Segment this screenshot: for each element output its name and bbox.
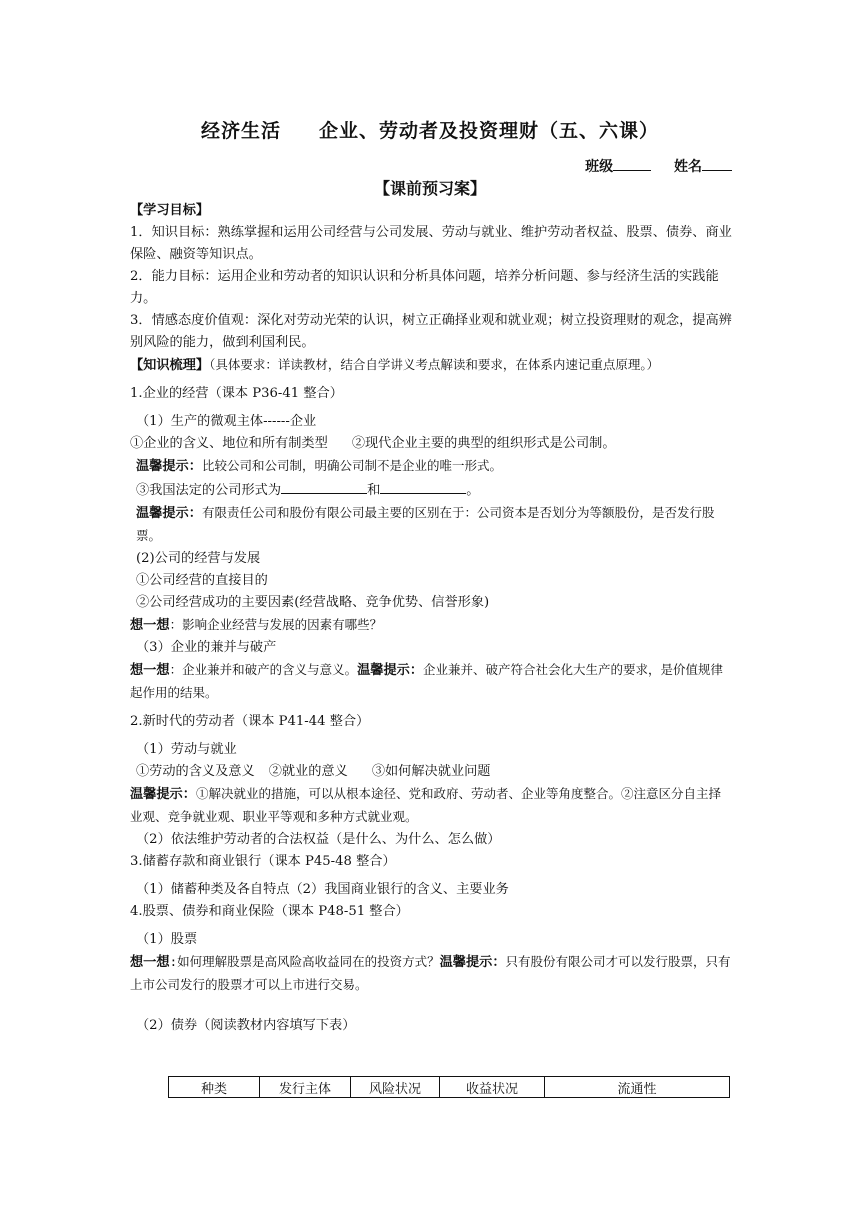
knowledge-heading-line xyxy=(130,354,732,377)
tip-label: 温馨提示： xyxy=(439,955,506,970)
document-body xyxy=(130,200,732,1037)
goal-knowledge: 1．知识目标：熟练掌握和运用公司经营与公司发展、劳动与就业、维护劳动者权益、股票、债券、商业保险、融资等知识点。 xyxy=(130,225,732,262)
s1-sub2-b: ②公司经营成功的主要因素(经营战略、竞争优势、信誉形象) xyxy=(136,595,490,610)
name-blank[interactable] xyxy=(702,156,732,171)
s1-items-ab xyxy=(130,433,732,455)
s1-sub3: （3）企业的兼并与破产 xyxy=(136,640,277,655)
s3-sub: （1）储蓄种类及各自特点（2）我国商业银行的含义、主要业务 xyxy=(136,882,509,897)
s1-title: 1.企业的经营（课本 P36-41 整合） xyxy=(130,386,343,401)
s1-item-b: ②现代企业主要的典型的组织形式是公司制。 xyxy=(351,436,616,451)
tip-label: 温馨提示： xyxy=(130,787,196,802)
s1-tip3: 企业兼并、破产符合社会化大生产的要求，是价值规律起作用的结果。 xyxy=(130,662,724,700)
s1-sub2-a: ①公司经营的直接目的 xyxy=(136,573,268,588)
table-header-cell: 流通性 xyxy=(545,1077,730,1098)
s1-sub1: （1）生产的微观主体------企业 xyxy=(136,414,317,429)
s1-tip1-line xyxy=(130,455,732,478)
name-label: 姓名 xyxy=(674,159,702,175)
think-label: 想一想 xyxy=(130,955,170,970)
tip-label: 温馨提示： xyxy=(357,663,424,678)
fill-blank-2[interactable] xyxy=(380,478,466,494)
goal-ability: 2．能力目标：运用企业和劳动者的知识认识和分析具体问题，培养分析问题、参与经济生活的实践能力。 xyxy=(130,269,719,306)
s4-title: 4.股票、债券和商业保险（课本 P48-51 整合） xyxy=(130,904,409,919)
class-label: 班级 xyxy=(585,159,614,175)
s1-think2-line xyxy=(130,659,732,705)
think-label: 想一想 xyxy=(130,618,170,633)
student-info xyxy=(585,156,732,176)
s1-item-c: ③我国法定的公司形式为 和 。 xyxy=(130,478,732,502)
table-header-cell: 种类 xyxy=(169,1077,260,1098)
goals-heading: 【学习目标】 xyxy=(130,203,210,218)
s2-sub1: （1）劳动与就业 xyxy=(136,742,237,757)
fill-blank-1[interactable] xyxy=(281,478,367,494)
table-header-cell: 风险状况 xyxy=(351,1077,440,1098)
table-header-row xyxy=(169,1077,730,1098)
knowledge-heading: 【知识梳理】 xyxy=(130,358,210,373)
s2-tip: ①解决就业的措施，可以从根本途径、党和政府、劳动者、企业等角度整合。②注意区分自主择业观、竞争就业观、职业平等观和多种方式就业观。 xyxy=(130,786,721,824)
s4-think-line xyxy=(130,951,732,997)
knowledge-note: （具体要求：详读教材，结合自学讲义考点解读和要求，在体系内速记重点原理。） xyxy=(209,357,660,372)
class-blank[interactable] xyxy=(613,156,651,171)
s1-tip1: 比较公司和公司制，明确公司制不是企业的唯一形式。 xyxy=(201,458,502,473)
s1-think2: ：企业兼并和破产的含义与意义。 xyxy=(169,662,358,677)
s1-think1-line xyxy=(130,614,732,637)
s3-title: 3.储蓄存款和商业银行（课本 P45-48 整合） xyxy=(130,854,396,869)
s2-item: ①劳动的含义及意义 xyxy=(136,764,255,779)
s1-tip2-line xyxy=(130,502,732,548)
page-title: 经济生活 企业、劳动者及投资理财（五、六课） xyxy=(200,120,660,142)
s4-think: :如何理解股票是高风险高收益同在的投资方式？ xyxy=(169,954,440,969)
s2-sub2: （2）依法维护劳动者的合法权益（是什么、为什么、怎么做） xyxy=(136,832,501,847)
bond-table xyxy=(168,1076,730,1098)
s4-tip: 只有股份有限公司才可以发行股票，只有上市公司发行的股票才可以上市进行交易。 xyxy=(130,954,731,992)
goal-attitude: 3．情感态度价值观：深化对劳动光荣的认识，树立正确择业观和就业观；树立投资理财的观念，提高辨别风险的能力，做到利国利民。 xyxy=(130,313,732,350)
tip-label: 温馨提示： xyxy=(136,459,202,474)
s1-sub2: (2)公司的经营与发展 xyxy=(136,551,261,566)
s4-sub2: （2）债券（阅读教材内容填写下表） xyxy=(136,1018,356,1033)
table-header-cell: 发行主体 xyxy=(260,1077,351,1098)
section-heading: 【课前预习案】 xyxy=(373,179,486,198)
s2-title: 2.新时代的劳动者（课本 P41-44 整合） xyxy=(130,714,370,729)
s1-item-a: ①企业的含义、地位和所有制类型 xyxy=(130,436,328,451)
s2-item: ②就业的意义 xyxy=(268,764,348,779)
s2-tip-line xyxy=(130,783,732,829)
tip-label: 温馨提示： xyxy=(136,506,202,521)
s1-tip2: 有限责任公司和股份有限公司最主要的区别在于：公司资本是否划分为等额股份，是否发行股票。 xyxy=(136,505,715,543)
s4-sub1: （1）股票 xyxy=(136,932,198,947)
s2-item: ③如何解决就业问题 xyxy=(371,764,491,779)
table-header-cell: 收益状况 xyxy=(440,1077,545,1098)
think-label: 想一想 xyxy=(130,663,170,678)
s1-think1: ：影响企业经营与发展的因素有哪些？ xyxy=(169,617,383,632)
s2-items xyxy=(130,761,732,783)
